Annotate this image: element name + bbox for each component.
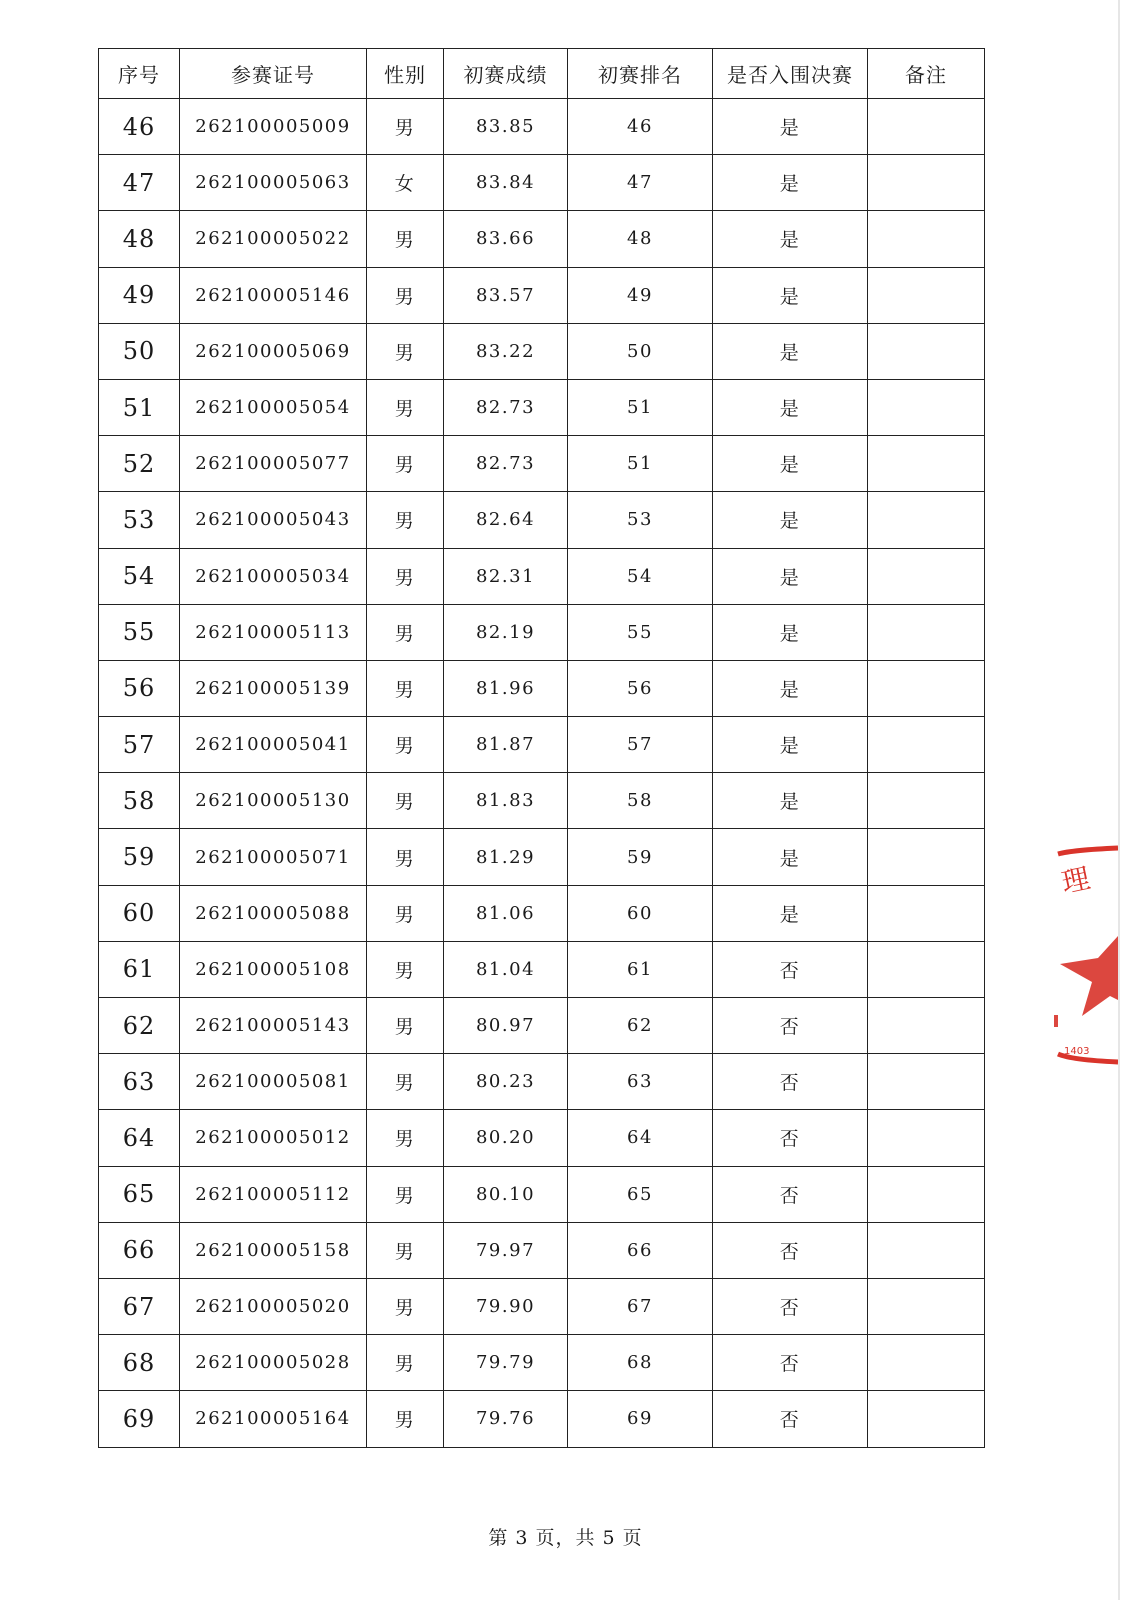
cell-id: 262100005009	[180, 99, 367, 155]
header-score: 初赛成绩	[444, 49, 568, 99]
cell-final: 是	[713, 379, 868, 435]
cell-note	[868, 717, 985, 773]
cell-score: 81.96	[444, 660, 568, 716]
cell-id: 262100005043	[180, 492, 367, 548]
cell-gender: 男	[367, 660, 444, 716]
table-header-row	[99, 49, 985, 99]
cell-note	[868, 1391, 985, 1447]
cell-final: 是	[713, 155, 868, 211]
header-note: 备注	[868, 49, 985, 99]
cell-note	[868, 1335, 985, 1391]
cell-score: 81.29	[444, 829, 568, 885]
cell-score: 81.83	[444, 773, 568, 829]
table-row	[99, 211, 985, 267]
cell-rank: 56	[568, 660, 713, 716]
cell-note	[868, 155, 985, 211]
cell-rank: 58	[568, 773, 713, 829]
cell-final: 否	[713, 1391, 868, 1447]
cell-seq: 66	[99, 1222, 180, 1278]
table-row	[99, 717, 985, 773]
cell-rank: 54	[568, 548, 713, 604]
table-row	[99, 998, 985, 1054]
cell-gender: 男	[367, 548, 444, 604]
cell-seq: 61	[99, 941, 180, 997]
cell-gender: 男	[367, 211, 444, 267]
cell-gender: 男	[367, 99, 444, 155]
cell-score: 82.19	[444, 604, 568, 660]
table-row	[99, 1278, 985, 1334]
cell-rank: 65	[568, 1166, 713, 1222]
cell-note	[868, 885, 985, 941]
cell-id: 262100005081	[180, 1054, 367, 1110]
cell-rank: 55	[568, 604, 713, 660]
cell-gender: 男	[367, 1222, 444, 1278]
cell-id: 262100005054	[180, 379, 367, 435]
table-row	[99, 1054, 985, 1110]
cell-final: 是	[713, 548, 868, 604]
page-footer: 第 3 页，共 5 页	[488, 1527, 643, 1549]
cell-note	[868, 1054, 985, 1110]
table-row	[99, 267, 985, 323]
table-row	[99, 379, 985, 435]
table-row	[99, 1335, 985, 1391]
cell-seq: 62	[99, 998, 180, 1054]
cell-score: 80.10	[444, 1166, 568, 1222]
cell-rank: 69	[568, 1391, 713, 1447]
cell-final: 是	[713, 492, 868, 548]
cell-id: 262100005063	[180, 155, 367, 211]
cell-score: 79.90	[444, 1278, 568, 1334]
cell-seq: 55	[99, 604, 180, 660]
cell-rank: 66	[568, 1222, 713, 1278]
cell-rank: 51	[568, 379, 713, 435]
cell-id: 262100005143	[180, 998, 367, 1054]
page-edge-divider	[1118, 0, 1120, 1600]
cell-note	[868, 267, 985, 323]
cell-note	[868, 829, 985, 885]
cell-final: 否	[713, 1166, 868, 1222]
cell-gender: 男	[367, 323, 444, 379]
cell-note	[868, 1222, 985, 1278]
cell-seq: 60	[99, 885, 180, 941]
cell-id: 262100005146	[180, 267, 367, 323]
cell-seq: 49	[99, 267, 180, 323]
cell-seq: 56	[99, 660, 180, 716]
cell-seq: 50	[99, 323, 180, 379]
cell-seq: 58	[99, 773, 180, 829]
cell-gender: 女	[367, 155, 444, 211]
cell-gender: 男	[367, 379, 444, 435]
cell-seq: 57	[99, 717, 180, 773]
cell-seq: 47	[99, 155, 180, 211]
cell-final: 是	[713, 660, 868, 716]
cell-score: 83.66	[444, 211, 568, 267]
cell-rank: 50	[568, 323, 713, 379]
cell-rank: 47	[568, 155, 713, 211]
cell-score: 82.73	[444, 379, 568, 435]
cell-rank: 68	[568, 1335, 713, 1391]
cell-id: 262100005088	[180, 885, 367, 941]
cell-final: 是	[713, 885, 868, 941]
cell-note	[868, 548, 985, 604]
cell-note	[868, 323, 985, 379]
table-row	[99, 1222, 985, 1278]
table-row	[99, 773, 985, 829]
cell-final: 是	[713, 323, 868, 379]
cell-note	[868, 492, 985, 548]
cell-id: 262100005069	[180, 323, 367, 379]
cell-score: 83.84	[444, 155, 568, 211]
cell-seq: 52	[99, 436, 180, 492]
cell-note	[868, 1110, 985, 1166]
cell-score: 83.57	[444, 267, 568, 323]
cell-final: 是	[713, 99, 868, 155]
header-seq: 序号	[99, 49, 180, 99]
cell-id: 262100005020	[180, 1278, 367, 1334]
cell-note	[868, 941, 985, 997]
cell-score: 82.73	[444, 436, 568, 492]
cell-final: 否	[713, 998, 868, 1054]
cell-score: 79.79	[444, 1335, 568, 1391]
header-id: 参赛证号	[180, 49, 367, 99]
table-row	[99, 941, 985, 997]
cell-final: 是	[713, 829, 868, 885]
cell-note	[868, 1166, 985, 1222]
cell-gender: 男	[367, 885, 444, 941]
cell-final: 否	[713, 1222, 868, 1278]
cell-rank: 61	[568, 941, 713, 997]
cell-rank: 60	[568, 885, 713, 941]
cell-seq: 59	[99, 829, 180, 885]
cell-final: 否	[713, 1110, 868, 1166]
cell-id: 262100005077	[180, 436, 367, 492]
cell-id: 262100005071	[180, 829, 367, 885]
table-row	[99, 604, 985, 660]
cell-final: 否	[713, 941, 868, 997]
cell-score: 82.31	[444, 548, 568, 604]
cell-rank: 57	[568, 717, 713, 773]
table-row	[99, 1391, 985, 1447]
cell-id: 262100005139	[180, 660, 367, 716]
cell-score: 79.76	[444, 1391, 568, 1447]
cell-gender: 男	[367, 492, 444, 548]
cell-rank: 49	[568, 267, 713, 323]
cell-seq: 53	[99, 492, 180, 548]
cell-rank: 67	[568, 1278, 713, 1334]
cell-seq: 65	[99, 1166, 180, 1222]
cell-id: 262100005164	[180, 1391, 367, 1447]
cell-id: 262100005113	[180, 604, 367, 660]
cell-seq: 64	[99, 1110, 180, 1166]
table-row	[99, 1110, 985, 1166]
cell-gender: 男	[367, 436, 444, 492]
cell-gender: 男	[367, 267, 444, 323]
cell-rank: 46	[568, 99, 713, 155]
header-final: 是否入围决赛	[713, 49, 868, 99]
cell-score: 80.20	[444, 1110, 568, 1166]
cell-gender: 男	[367, 1166, 444, 1222]
table-row	[99, 492, 985, 548]
cell-rank: 63	[568, 1054, 713, 1110]
cell-gender: 男	[367, 1110, 444, 1166]
official-seal-stamp	[1052, 840, 1118, 1070]
header-gender: 性别	[367, 49, 444, 99]
cell-id: 262100005034	[180, 548, 367, 604]
table-row	[99, 323, 985, 379]
cell-gender: 男	[367, 829, 444, 885]
cell-note	[868, 211, 985, 267]
table-row	[99, 829, 985, 885]
cell-score: 81.06	[444, 885, 568, 941]
cell-final: 是	[713, 211, 868, 267]
cell-gender: 男	[367, 1335, 444, 1391]
cell-seq: 67	[99, 1278, 180, 1334]
cell-final: 否	[713, 1054, 868, 1110]
cell-score: 79.97	[444, 1222, 568, 1278]
cell-note	[868, 660, 985, 716]
cell-score: 83.22	[444, 323, 568, 379]
cell-id: 262100005012	[180, 1110, 367, 1166]
cell-id: 262100005041	[180, 717, 367, 773]
cell-score: 81.87	[444, 717, 568, 773]
cell-score: 81.04	[444, 941, 568, 997]
table-row	[99, 155, 985, 211]
cell-note	[868, 1278, 985, 1334]
cell-final: 是	[713, 436, 868, 492]
cell-id: 262100005158	[180, 1222, 367, 1278]
cell-note	[868, 773, 985, 829]
header-rank: 初赛排名	[568, 49, 713, 99]
cell-score: 83.85	[444, 99, 568, 155]
cell-id: 262100005130	[180, 773, 367, 829]
cell-gender: 男	[367, 1054, 444, 1110]
cell-note	[868, 604, 985, 660]
cell-seq: 48	[99, 211, 180, 267]
cell-rank: 62	[568, 998, 713, 1054]
cell-gender: 男	[367, 773, 444, 829]
cell-seq: 46	[99, 99, 180, 155]
cell-seq: 54	[99, 548, 180, 604]
cell-seq: 68	[99, 1335, 180, 1391]
cell-final: 是	[713, 604, 868, 660]
cell-gender: 男	[367, 604, 444, 660]
cell-rank: 64	[568, 1110, 713, 1166]
cell-note	[868, 998, 985, 1054]
cell-score: 80.23	[444, 1054, 568, 1110]
cell-id: 262100005028	[180, 1335, 367, 1391]
cell-gender: 男	[367, 998, 444, 1054]
cell-seq: 51	[99, 379, 180, 435]
cell-id: 262100005108	[180, 941, 367, 997]
cell-seq: 69	[99, 1391, 180, 1447]
results-table	[98, 48, 985, 1448]
cell-score: 82.64	[444, 492, 568, 548]
table-row	[99, 885, 985, 941]
cell-rank: 51	[568, 436, 713, 492]
cell-rank: 53	[568, 492, 713, 548]
cell-seq: 63	[99, 1054, 180, 1110]
cell-final: 否	[713, 1335, 868, 1391]
cell-score: 80.97	[444, 998, 568, 1054]
cell-final: 否	[713, 1278, 868, 1334]
seal-character: 理	[1058, 861, 1093, 900]
cell-id: 262100005022	[180, 211, 367, 267]
table-body	[99, 99, 985, 1448]
cell-note	[868, 436, 985, 492]
cell-rank: 48	[568, 211, 713, 267]
cell-final: 是	[713, 717, 868, 773]
table-row	[99, 99, 985, 155]
cell-gender: 男	[367, 941, 444, 997]
cell-note	[868, 379, 985, 435]
table-row	[99, 548, 985, 604]
cell-gender: 男	[367, 1278, 444, 1334]
cell-note	[868, 99, 985, 155]
cell-final: 是	[713, 267, 868, 323]
table-row	[99, 1166, 985, 1222]
table-row	[99, 660, 985, 716]
cell-id: 262100005112	[180, 1166, 367, 1222]
table-row	[99, 436, 985, 492]
seal-number: 1403	[1064, 1046, 1090, 1057]
cell-final: 是	[713, 773, 868, 829]
cell-rank: 59	[568, 829, 713, 885]
cell-gender: 男	[367, 1391, 444, 1447]
cell-gender: 男	[367, 717, 444, 773]
